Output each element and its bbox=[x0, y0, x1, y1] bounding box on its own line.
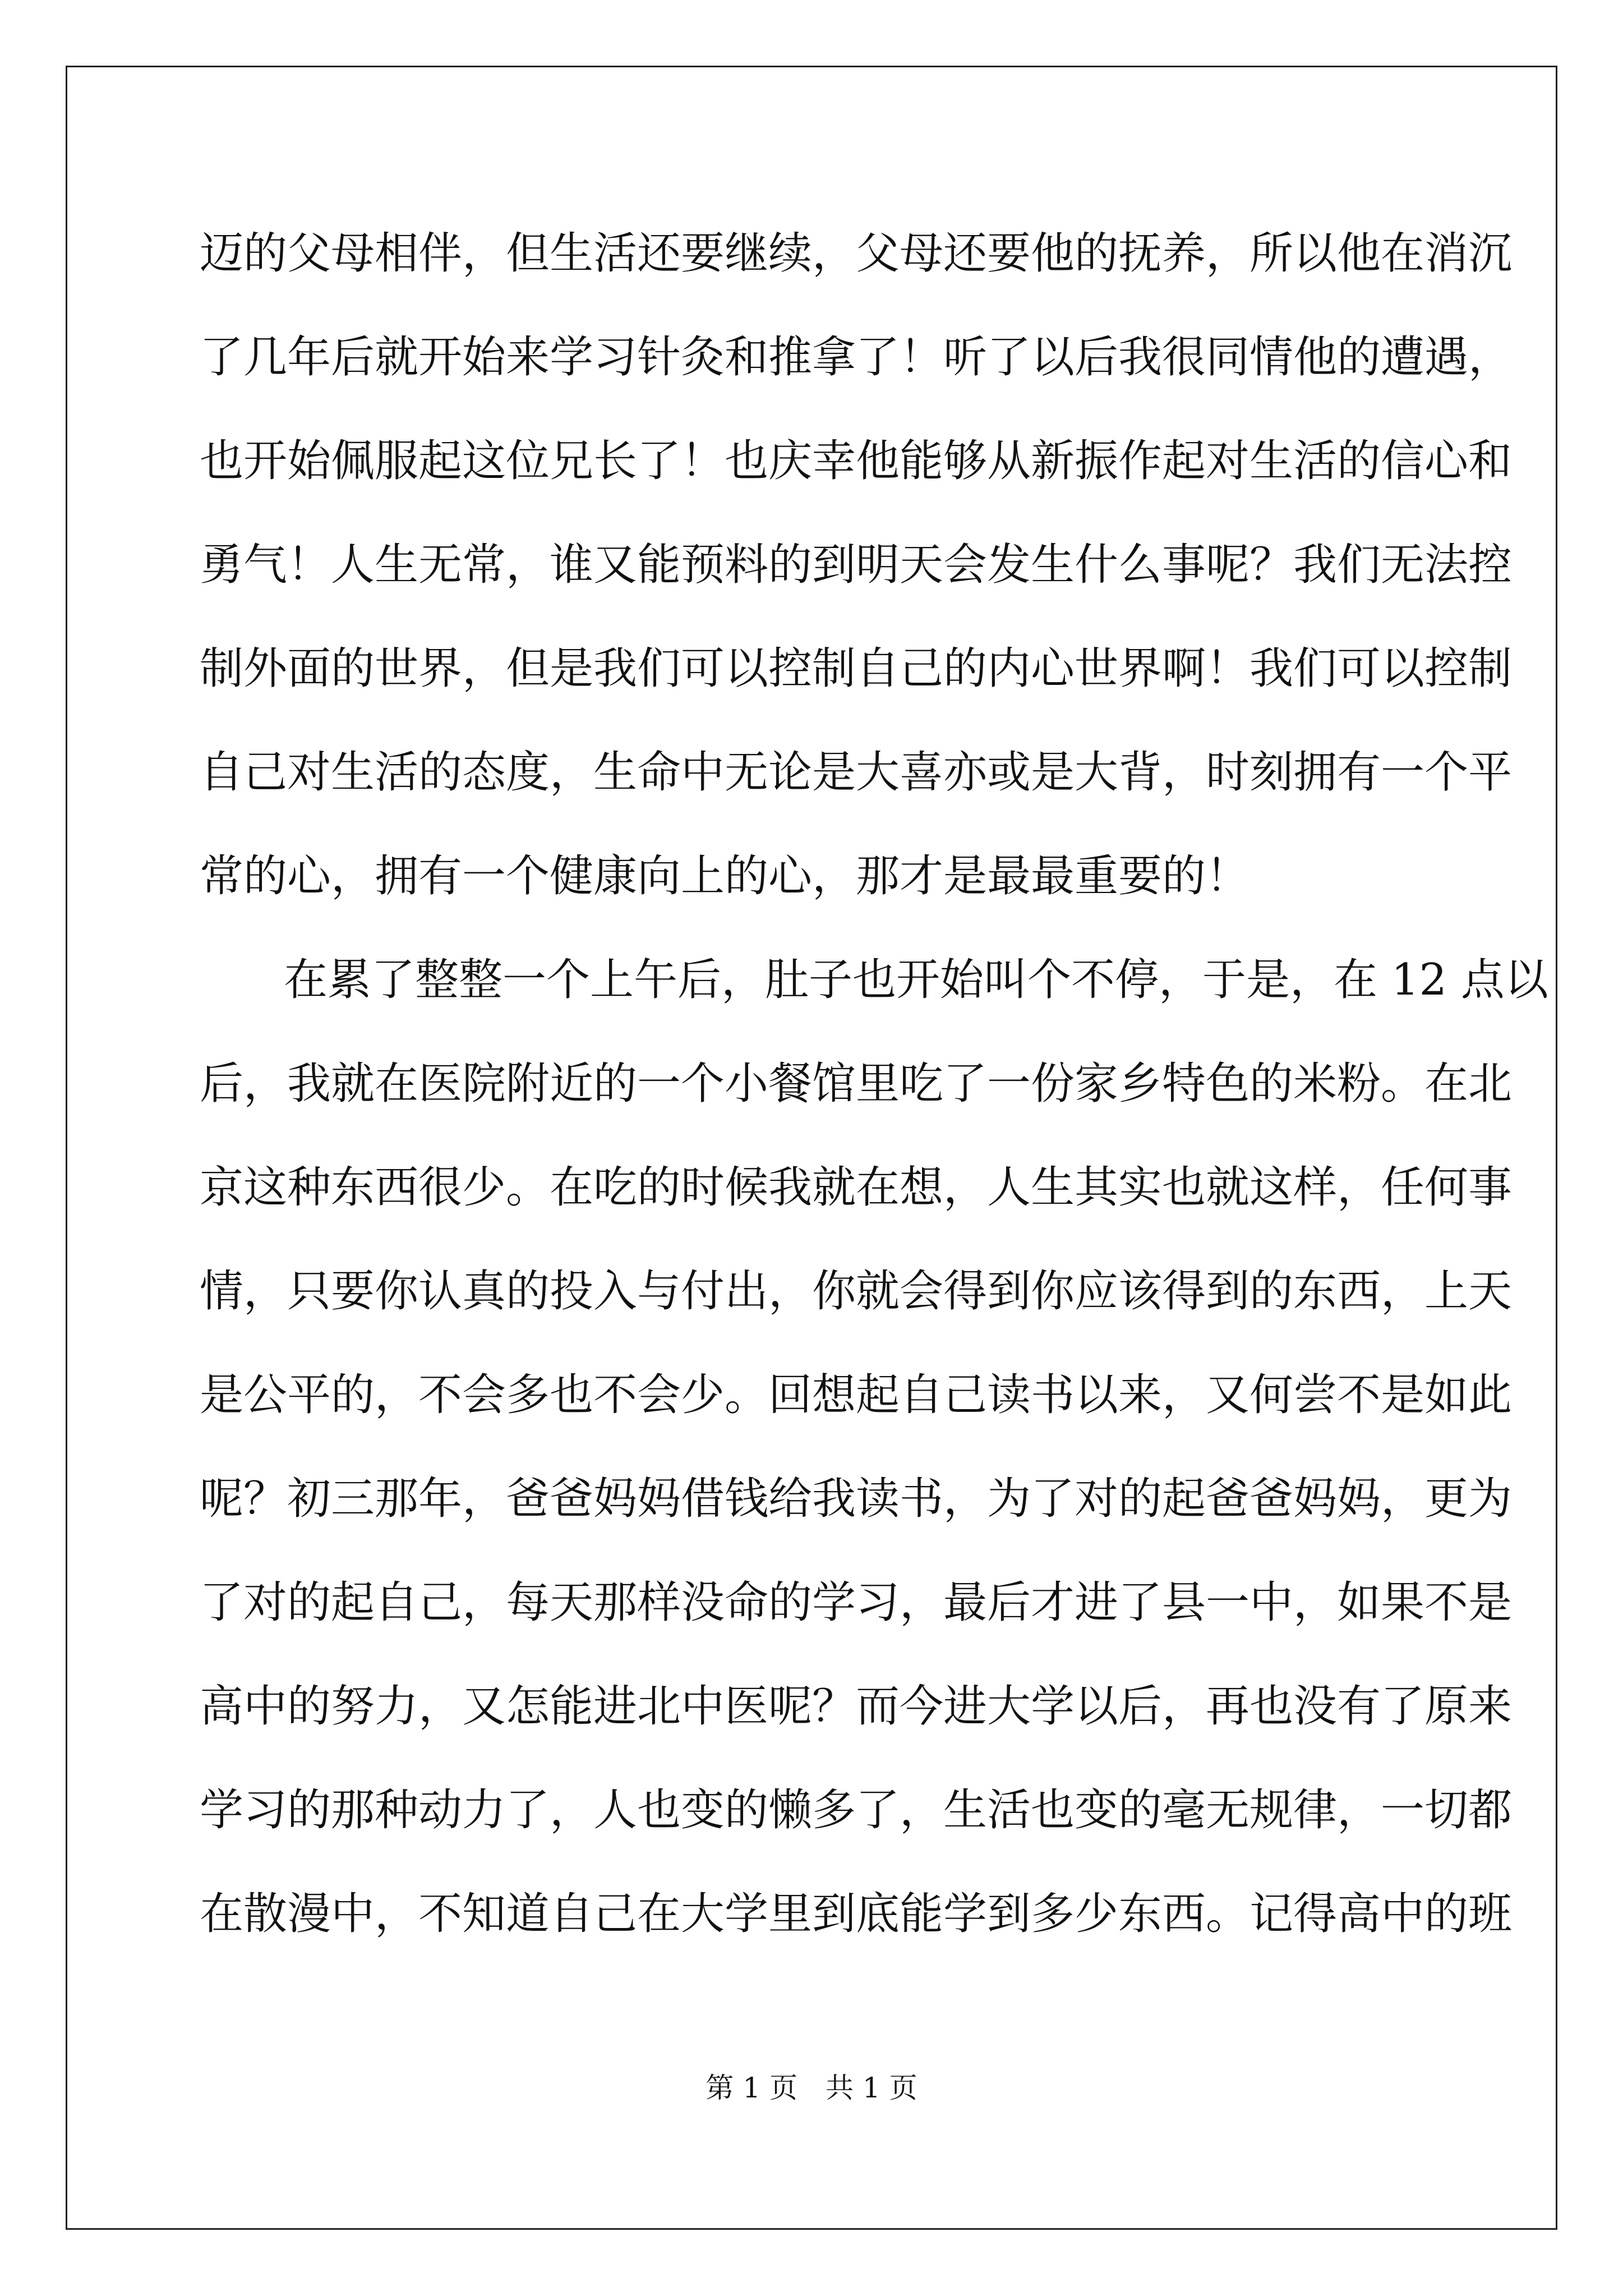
text-line: 自己对生活的态度，生命中无论是大喜亦或是大背，时刻拥有一个平 bbox=[200, 747, 1513, 798]
text-line: 制外面的世界，但是我们可以控制自己的内心世界啊！我们可以控制 bbox=[200, 643, 1513, 694]
text-line: 京这种东西很少。在吃的时候我就在想，人生其实也就这样，任何事 bbox=[200, 1162, 1513, 1213]
text-line: 后，我就在医院附近的一个小餐馆里吃了一份家乡特色的米粉。在北 bbox=[200, 1059, 1513, 1109]
text-line: 情，只要你认真的投入与付出，你就会得到你应该得到的东西，上天 bbox=[200, 1266, 1513, 1317]
text-line: 呢？初三那年，爸爸妈妈借钱给我读书，为了对的起爸爸妈妈，更为 bbox=[200, 1474, 1513, 1524]
text-line: 了几年后就开始来学习针灸和推拿了！听了以后我很同情他的遭遇， bbox=[200, 332, 1513, 383]
text-line: 学习的那种动力了，人也变的懒多了，生活也变的毫无规律，一切都 bbox=[200, 1785, 1513, 1835]
text-line: 常的心，拥有一个健康向上的心，那才是最最重要的！ bbox=[200, 851, 1250, 901]
text-line: 迈的父母相伴，但生活还要继续，父母还要他的抚养，所以他在消沉 bbox=[200, 228, 1513, 279]
text-line: 了对的起自己，每天那样没命的学习，最后才进了县一中，如果不是 bbox=[200, 1577, 1513, 1628]
page-footer: 第 1 页 共 1 页 bbox=[706, 2072, 917, 2104]
text-line: 在累了整整一个上午后，肚子也开始叫个不停，于是，在 12 点以 bbox=[284, 955, 1548, 1005]
text-line: 也开始佩服起这位兄长了！也庆幸他能够从新振作起对生活的信心和 bbox=[200, 436, 1513, 486]
text-line: 是公平的，不会多也不会少。回想起自己读书以来，又何尝不是如此 bbox=[200, 1370, 1513, 1420]
text-line: 高中的努力，又怎能进北中医呢？而今进大学以后，再也没有了原来 bbox=[200, 1681, 1513, 1732]
text-line: 勇气！人生无常，谁又能预料的到明天会发生什么事呢？我们无法控 bbox=[200, 540, 1513, 590]
text-line: 在散漫中，不知道自己在大学里到底能学到多少东西。记得高中的班 bbox=[200, 1889, 1513, 1939]
